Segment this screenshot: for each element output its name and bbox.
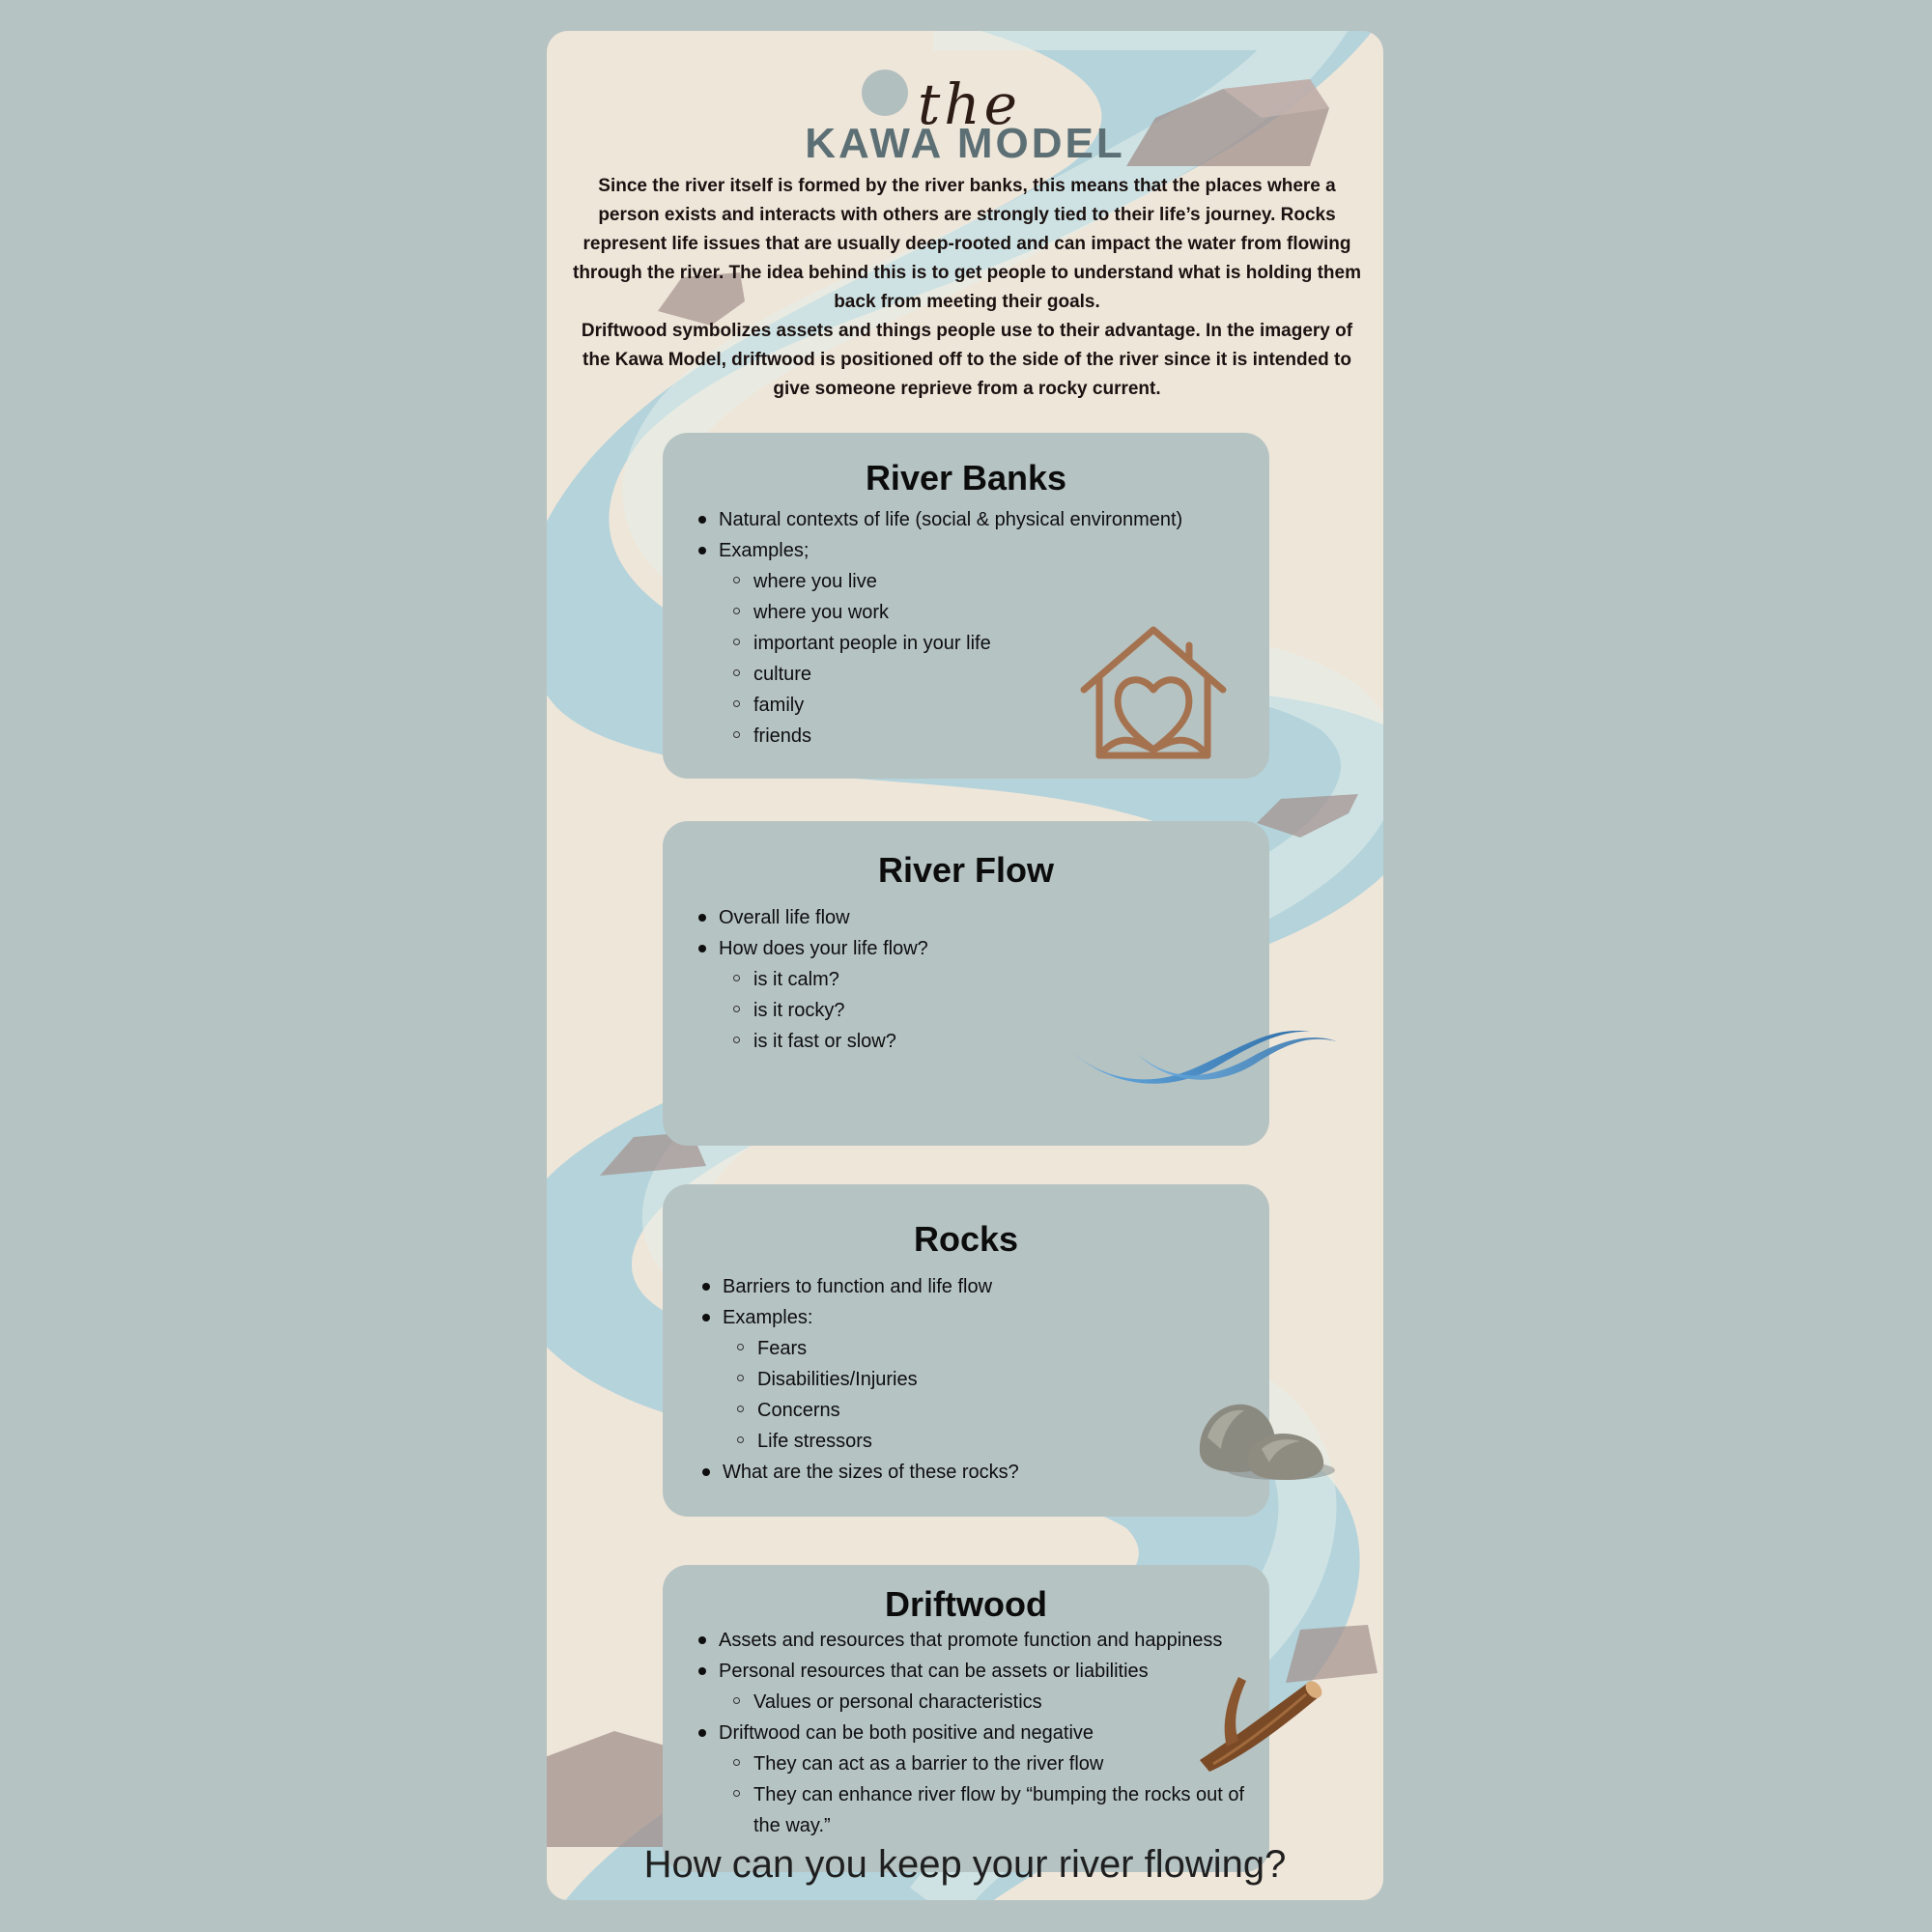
list-item: Assets and resources that promote function and happiness — [663, 1625, 1269, 1656]
sub-list-item: Concerns — [723, 1395, 1269, 1426]
sub-list-item: Fears — [723, 1333, 1269, 1364]
title-dot — [862, 70, 908, 116]
card-title: Rocks — [913, 1219, 1019, 1259]
card-river-flow — [663, 821, 1269, 1146]
sub-list-item: They can act as a barrier to the river flow — [719, 1748, 1269, 1779]
rocks-icon — [1194, 1399, 1341, 1484]
list-item: What are the sizes of these rocks? — [667, 1457, 1269, 1488]
list-item — [663, 1718, 1269, 1841]
house-heart-icon — [1080, 626, 1227, 763]
sub-list-item: Life stressors — [723, 1426, 1269, 1457]
card-river-banks — [663, 433, 1269, 779]
infographic-poster — [547, 31, 1383, 1900]
sub-list-item: important people in your life — [719, 628, 1269, 659]
sub-list-item: Values or personal characteristics — [719, 1687, 1269, 1718]
intro-paragraph-2: Driftwood symbolizes assets and things people use to their advantage. In the imagery of the Kawa Model, driftwood is positioned off to the side of the river since it is intended to give someone reprieve from a rocky current. — [581, 321, 1353, 399]
rock-decoration-right — [1252, 784, 1368, 842]
list-item-label: Driftwood can be both positive and negative — [719, 1722, 1094, 1744]
list-item-label: Personal resources that can be assets or liabilities — [719, 1661, 1149, 1682]
title-script-word: the — [918, 71, 1021, 137]
list-item: Overall life flow — [663, 902, 1269, 933]
card-title: River Banks — [865, 458, 1067, 497]
sub-list-item: is it fast or slow? — [719, 1026, 1269, 1057]
list-item: Natural contexts of life (social & physical environment) — [663, 504, 1269, 535]
list-item — [663, 1656, 1269, 1718]
intro-text — [568, 172, 1366, 404]
card-title: Driftwood — [885, 1584, 1047, 1624]
sub-list-item: They can enhance river flow by “bumping the rocks out of the way.” — [719, 1779, 1269, 1841]
card-driftwood — [663, 1565, 1269, 1872]
sub-list-item: where you work — [719, 597, 1269, 628]
sub-list-item: Disabilities/Injuries — [723, 1364, 1269, 1395]
page-title: KAWA MODEL — [805, 120, 1125, 167]
card-rocks — [663, 1184, 1269, 1517]
card-title: River Flow — [877, 850, 1055, 890]
list-item — [667, 1302, 1269, 1457]
wave-icon — [1059, 1022, 1339, 1090]
sub-list-item: culture — [719, 659, 1269, 690]
sub-list-item: friends — [719, 721, 1269, 752]
driftwood-icon — [1194, 1671, 1324, 1773]
intro-paragraph-1: Since the river itself is formed by the river banks, this means that the places where a person exists and interacts with others are strongly tied to their life’s journey. Rocks represent life issues that are usually deep-rooted and can impact the water from flowing through the river. The idea behind this is to get people to understand what is holding them back from meeting their goals. — [573, 176, 1361, 312]
list-item-label: How does your life flow? — [719, 938, 928, 959]
footer-question: How can you keep your river flowing? — [643, 1843, 1287, 1886]
sub-list-item: family — [719, 690, 1269, 721]
list-item: Barriers to function and life flow — [667, 1271, 1269, 1302]
sub-list-item: is it calm? — [719, 964, 1269, 995]
list-item-label: Examples; — [719, 540, 810, 561]
sub-list-item: is it rocky? — [719, 995, 1269, 1026]
sub-list-item: where you live — [719, 566, 1269, 597]
list-item-label: Examples: — [723, 1307, 813, 1328]
